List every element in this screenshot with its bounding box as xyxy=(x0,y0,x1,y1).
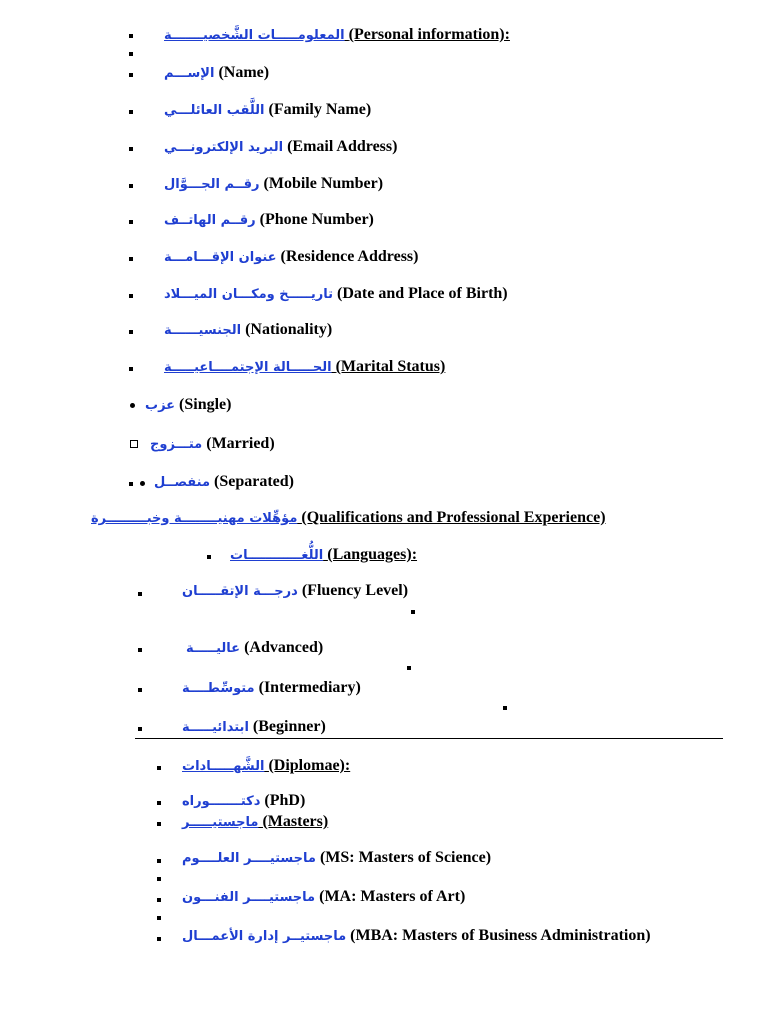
bullet xyxy=(157,859,161,863)
diploma-ms-ar: ماجستيــــر العلــــوم xyxy=(182,851,316,866)
diploma-phd xyxy=(182,791,305,812)
field-name-en: (Name) xyxy=(218,64,270,81)
qualifications-header-en: (Qualifications and Professional Experience) xyxy=(301,509,606,526)
diploma-ms-en: (MS: Masters of Science) xyxy=(319,849,492,866)
diploma-mba xyxy=(182,926,651,947)
bullet xyxy=(129,220,133,224)
field-birth-ar: تاريـــــخ ومكـــان الميـــلاد xyxy=(164,287,333,302)
diploma-ms xyxy=(182,848,491,869)
field-mobile xyxy=(164,174,383,195)
bullet xyxy=(157,937,161,941)
diplomae-header-en: (Diplomae): xyxy=(268,757,351,774)
field-residence-ar: عنوان الإقـــامـــة xyxy=(164,250,277,265)
bullet xyxy=(129,110,133,114)
bullet xyxy=(138,592,142,596)
field-email xyxy=(164,137,397,158)
field-name-ar: الإســـم xyxy=(164,66,215,81)
marital-status xyxy=(164,357,445,378)
bullet xyxy=(157,766,161,770)
marital-option-separated-en: (Separated) xyxy=(214,473,294,490)
field-phone xyxy=(164,210,374,231)
languages-header-ar: اللُّغــــــــــــات xyxy=(230,548,324,563)
marital-option-separated xyxy=(154,472,294,493)
marital-option-married xyxy=(150,434,275,455)
bullet xyxy=(129,294,133,298)
bullet xyxy=(129,330,133,334)
field-mobile-en: (Mobile Number) xyxy=(263,175,384,192)
bullet xyxy=(207,555,211,559)
bullet xyxy=(157,877,161,881)
level-intermediary xyxy=(182,678,361,699)
diploma-ma xyxy=(182,887,465,908)
bullet xyxy=(138,648,142,652)
bullet xyxy=(157,801,161,805)
field-phone-en: (Phone Number) xyxy=(259,211,374,228)
bullet xyxy=(129,482,133,486)
languages-header-en: (Languages): xyxy=(327,546,418,563)
diploma-phd-ar: دكتـــــــوراه xyxy=(182,794,261,809)
checkbox-icon xyxy=(130,440,138,448)
diploma-ma-en: (MA: Masters of Art) xyxy=(319,888,466,905)
field-residence-en: (Residence Address) xyxy=(280,248,419,265)
bullet xyxy=(138,688,142,692)
diploma-masters xyxy=(182,812,328,833)
marital-option-separated-ar: منفصــل xyxy=(154,475,211,490)
bullet xyxy=(138,727,142,731)
fluency-level-en: (Fluency Level) xyxy=(301,582,409,599)
bullet xyxy=(129,52,133,56)
bullet xyxy=(129,73,133,77)
bullet xyxy=(157,916,161,920)
marital-status-ar: الحـــــالة الإجتمــــاعيـــــة xyxy=(164,360,332,375)
diploma-phd-en: (PhD) xyxy=(264,792,306,809)
diploma-masters-ar: ماجستيـــــر xyxy=(182,815,259,830)
field-mobile-ar: رقــم الجـــوَّال xyxy=(164,177,260,192)
marital-option-single xyxy=(145,395,231,416)
level-advanced xyxy=(186,638,323,659)
fluency-level-ar: درجـــة الإتقـــــان xyxy=(182,584,298,599)
diploma-mba-en: (MBA: Masters of Business Administration) xyxy=(350,927,651,944)
bullet xyxy=(129,34,133,38)
bullet xyxy=(157,898,161,902)
field-residence xyxy=(164,247,418,268)
field-nationality-en: (Nationality) xyxy=(245,321,333,338)
personal-info-header-ar: المعلومـــــات الشَّخصيـــــــة xyxy=(164,28,345,43)
level-beginner-ar: ابتدائيـــــة xyxy=(182,720,249,735)
level-intermediary-en: (Intermediary) xyxy=(258,679,361,696)
qualifications-header-ar: مؤهِّلات مهنيــــــــة وخبـــــــــرة xyxy=(91,511,298,526)
level-beginner-en: (Beginner) xyxy=(252,718,326,735)
field-family-name-ar: اللَّقب العائلـــي xyxy=(164,103,265,118)
fluency-level xyxy=(182,581,408,602)
marital-status-en: (Marital Status) xyxy=(335,358,446,375)
bullet xyxy=(503,706,507,710)
bullet xyxy=(129,367,133,371)
bullet-dot xyxy=(140,481,145,486)
field-family-name xyxy=(164,100,371,121)
bullet xyxy=(411,610,415,614)
qualifications-header xyxy=(91,508,606,529)
marital-option-single-en: (Single) xyxy=(179,396,232,413)
bullet xyxy=(157,822,161,826)
field-name xyxy=(164,63,269,84)
field-email-en: (Email Address) xyxy=(287,138,398,155)
marital-option-single-ar: عزب xyxy=(145,398,176,413)
bullet-dot xyxy=(130,403,135,408)
field-phone-ar: رقــم الهاتــف xyxy=(164,213,256,228)
field-family-name-en: (Family Name) xyxy=(268,101,372,118)
diploma-ma-ar: ماجستيــــر الفنـــون xyxy=(182,890,316,905)
languages-header xyxy=(230,545,417,566)
level-advanced-en: (Advanced) xyxy=(244,639,324,656)
marital-option-married-ar: متـــزوج xyxy=(150,437,203,452)
bullet xyxy=(129,147,133,151)
level-intermediary-ar: متوسِّطــــة xyxy=(182,681,255,696)
bullet xyxy=(129,257,133,261)
diploma-masters-en: (Masters) xyxy=(262,813,329,830)
diplomae-header xyxy=(182,756,350,777)
diplomae-header-ar: الشَّهـــــادات xyxy=(182,759,265,774)
bullet xyxy=(129,184,133,188)
level-advanced-ar: عاليـــــة xyxy=(186,641,241,656)
divider xyxy=(135,738,723,739)
field-birth-en: (Date and Place of Birth) xyxy=(337,285,508,302)
personal-info-header-en: (Personal information): xyxy=(348,26,510,43)
field-nationality-ar: الجنسيــــــة xyxy=(164,323,242,338)
diploma-mba-ar: ماجستيــر إدارة الأعمـــال xyxy=(182,929,347,944)
field-nationality xyxy=(164,320,332,341)
bullet xyxy=(407,666,411,670)
marital-option-married-en: (Married) xyxy=(206,435,275,452)
personal-info-header xyxy=(164,25,510,46)
field-birth xyxy=(164,284,508,305)
field-email-ar: البريد الإلكترونـــي xyxy=(164,140,284,155)
level-beginner xyxy=(182,717,326,738)
